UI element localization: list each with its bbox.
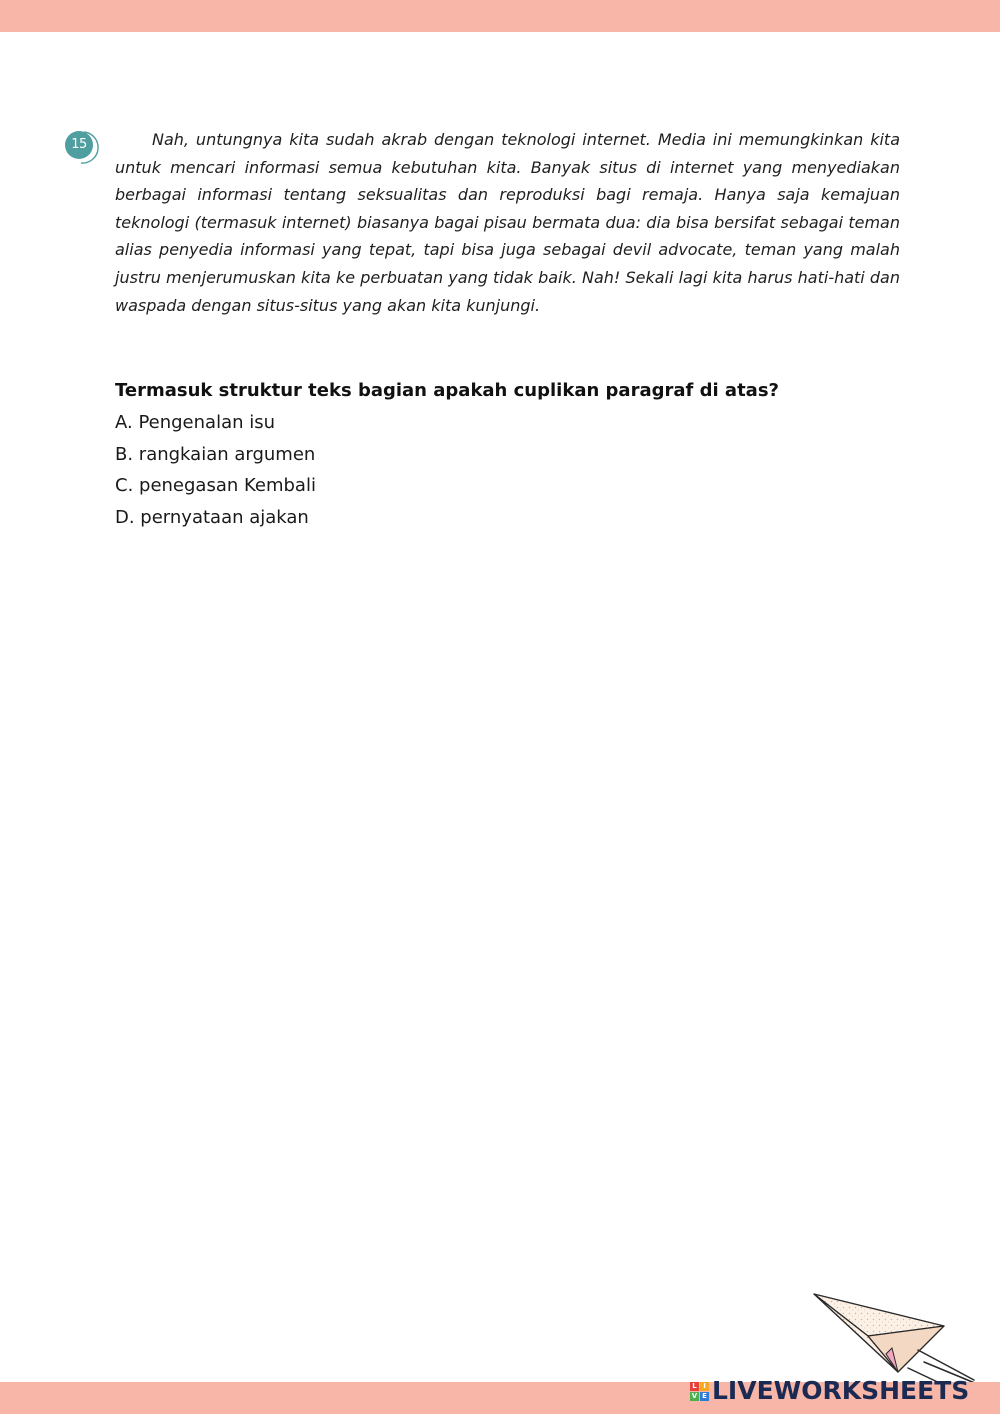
logo-square-l: L <box>690 1382 699 1391</box>
liveworksheets-logo[interactable] <box>690 1374 969 1408</box>
logo-square-e: E <box>700 1392 709 1401</box>
option-d[interactable]: D. pernyataan ajakan <box>115 507 309 529</box>
option-a[interactable]: A. Pengenalan isu <box>115 412 276 433</box>
question-number-badge <box>63 128 101 166</box>
option-c[interactable]: C. penegasan Kembali <box>115 475 316 497</box>
logo-squares <box>690 1382 709 1401</box>
option-b[interactable]: B. rangkaian argumen <box>115 443 316 465</box>
question-number: 15 <box>65 131 93 159</box>
paper-plane-icon <box>806 1288 996 1388</box>
top-decorative-bar <box>0 0 1000 32</box>
logo-square-i: I <box>700 1382 709 1391</box>
logo-wordmark: LIVEWORKSHEETS <box>712 1376 970 1405</box>
answer-options <box>115 407 316 534</box>
passage-text: Nah, untungnya kita sudah akrab dengan teknologi internet. Media ini memungkinkan kita untuk mencari informasi semua kebutuhan kita. Banyak situs di internet yang menyediakan berbagai informasi tentang seksualitas dan reproduksi bagi remaja. Hanya saja kemajuan teknologi (termasuk internet) biasanya bagai pisau bermata dua: dia bisa bersifat sebagai teman alias penyedia informasi yang tepat, tapi bisa juga sebagai devil advocate, teman yang malah justru menjerumuskan kita ke perbuatan yang tidak baik. Nah! Sekali lagi kita harus hati-hati dan waspada dengan situs-situs yang akan kita kunjungi. <box>115 130 900 315</box>
question-prompt: Termasuk struktur teks bagian apakah cuplikan paragraf di atas? <box>115 380 779 401</box>
logo-square-v: V <box>691 1391 698 1400</box>
